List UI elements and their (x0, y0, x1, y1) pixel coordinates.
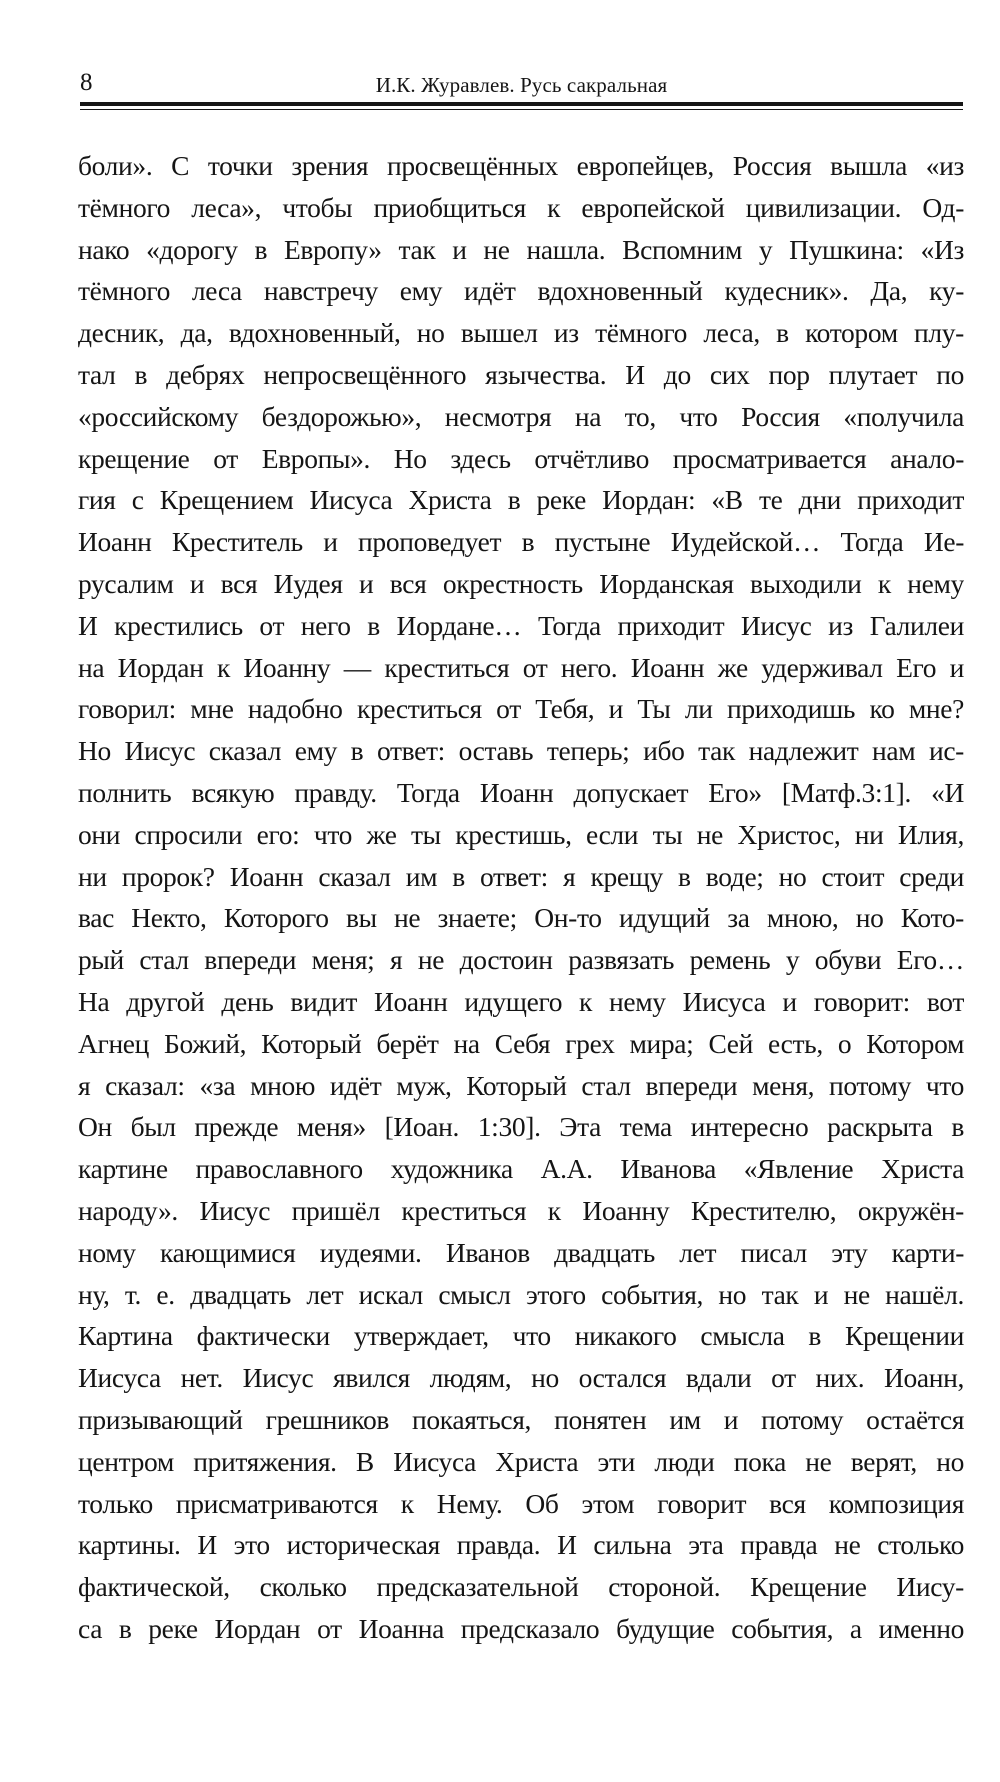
text-line: картине православного художника А.А. Иванова «Явление Христа (78, 1153, 964, 1185)
header-rule-thick (80, 102, 963, 106)
body-text (78, 145, 964, 1650)
text-line: Картина фактически утверждает, что никакого смысла в Крещении (78, 1320, 964, 1352)
text-line: вас Некто, Которого вы не знаете; Он-то идущий за мною, но Кото- (78, 902, 964, 934)
text-line: десник, да, вдохновенный, но вышел из тёмного леса, в котором плу- (78, 317, 964, 349)
text-line: рый стал впереди меня; я не достоин развязать ремень у обуви Его… (78, 944, 964, 976)
text-line: Но Иисус сказал ему в ответ: оставь теперь; ибо так надлежит нам ис- (78, 735, 964, 767)
text-line: на Иордан к Иоанну — креститься от него. Иоанн же удерживал Его и (78, 651, 964, 683)
text-line: тёмного леса», чтобы приобщиться к европейской цивилизации. Од- (78, 191, 964, 223)
text-line: призывающий грешников покаяться, понятен им и потому остаётся (78, 1403, 964, 1435)
text-line: Агнец Божий, Который берёт на Себя грех мира; Сей есть, о Котором (78, 1027, 964, 1059)
text-line: «российскому бездорожью», несмотря на то, что Россия «получила (78, 400, 964, 432)
text-line: ни пророк? Иоанн сказал им в ответ: я крещу в воде; но стоит среди (78, 860, 964, 892)
text-line: са в реке Иордан от Иоанна предсказало будущие события, а именно (78, 1612, 964, 1644)
text-line: ному кающимися иудеями. Иванов двадцать лет писал эту карти- (78, 1236, 964, 1268)
text-line: боли». С точки зрения просвещённых европейцев, Россия вышла «из (78, 150, 964, 181)
text-line: они спросили его: что же ты крестишь, если ты не Христос, ни Илия, (78, 818, 964, 850)
header-rule-thin (80, 109, 963, 110)
text-line: крещение от Европы». Но здесь отчётливо просматривается анало- (78, 442, 964, 474)
text-line: картины. И это историческая правда. И сильна эта правда не столько (78, 1529, 964, 1561)
text-line: я сказал: «за мною идёт муж, Который стал впереди меня, потому что (78, 1069, 964, 1101)
text-line: только присматриваются к Нему. Об этом говорит вся композиция (78, 1487, 964, 1519)
text-line: И крестились от него в Иордане… Тогда приходит Иисус из Галилеи (78, 609, 964, 641)
text-line: Он был прежде меня» [Иоан. 1:30]. Эта тема интересно раскрыта в (78, 1111, 964, 1143)
text-line: говорил: мне надобно креститься от Тебя, и Ты ли приходишь ко мне? (78, 693, 964, 725)
page-number: 8 (80, 69, 93, 96)
text-line: русалим и вся Иудея и вся окрестность Иорданская выходили к нему (78, 567, 964, 599)
text-line: ну, т. е. двадцать лет искал смысл этого события, но так и не нашёл. (78, 1278, 964, 1310)
text-line: Иоанн Креститель и проповедует в пустыне Иудейской… Тогда Ие- (78, 526, 964, 558)
text-line: Иисуса нет. Иисус явился людям, но остался вдали от них. Иоанн, (78, 1362, 964, 1394)
text-line: гия с Крещением Иисуса Христа в реке Иордан: «В те дни приходит (78, 484, 964, 516)
text-line: тёмного леса навстречу ему идёт вдохновенный кудесник». Да, ку- (78, 275, 964, 307)
text-line: тал в дебрях непросвещённого язычества. И до сих пор плутает по (78, 358, 964, 390)
text-line: народу». Иисус пришёл креститься к Иоанну Крестителю, окружён- (78, 1194, 964, 1226)
text-line: фактической, сколько предсказательной стороной. Крещение Иису- (78, 1571, 964, 1603)
text-line: нако «дорогу в Европу» так и не нашла. Вспомним у Пушкина: «Из (78, 233, 964, 265)
text-line: полнить всякую правду. Тогда Иоанн допускает Его» [Матф.3:1]. «И (78, 776, 964, 808)
text-line: центром притяжения. В Иисуса Христа эти люди пока не верят, но (78, 1445, 964, 1477)
text-line: На другой день видит Иоанн идущего к нему Иисуса и говорит: вот (78, 985, 964, 1017)
running-title: И.К. Журавлев. Русь сакральная (375, 73, 668, 97)
page-header (80, 60, 963, 104)
